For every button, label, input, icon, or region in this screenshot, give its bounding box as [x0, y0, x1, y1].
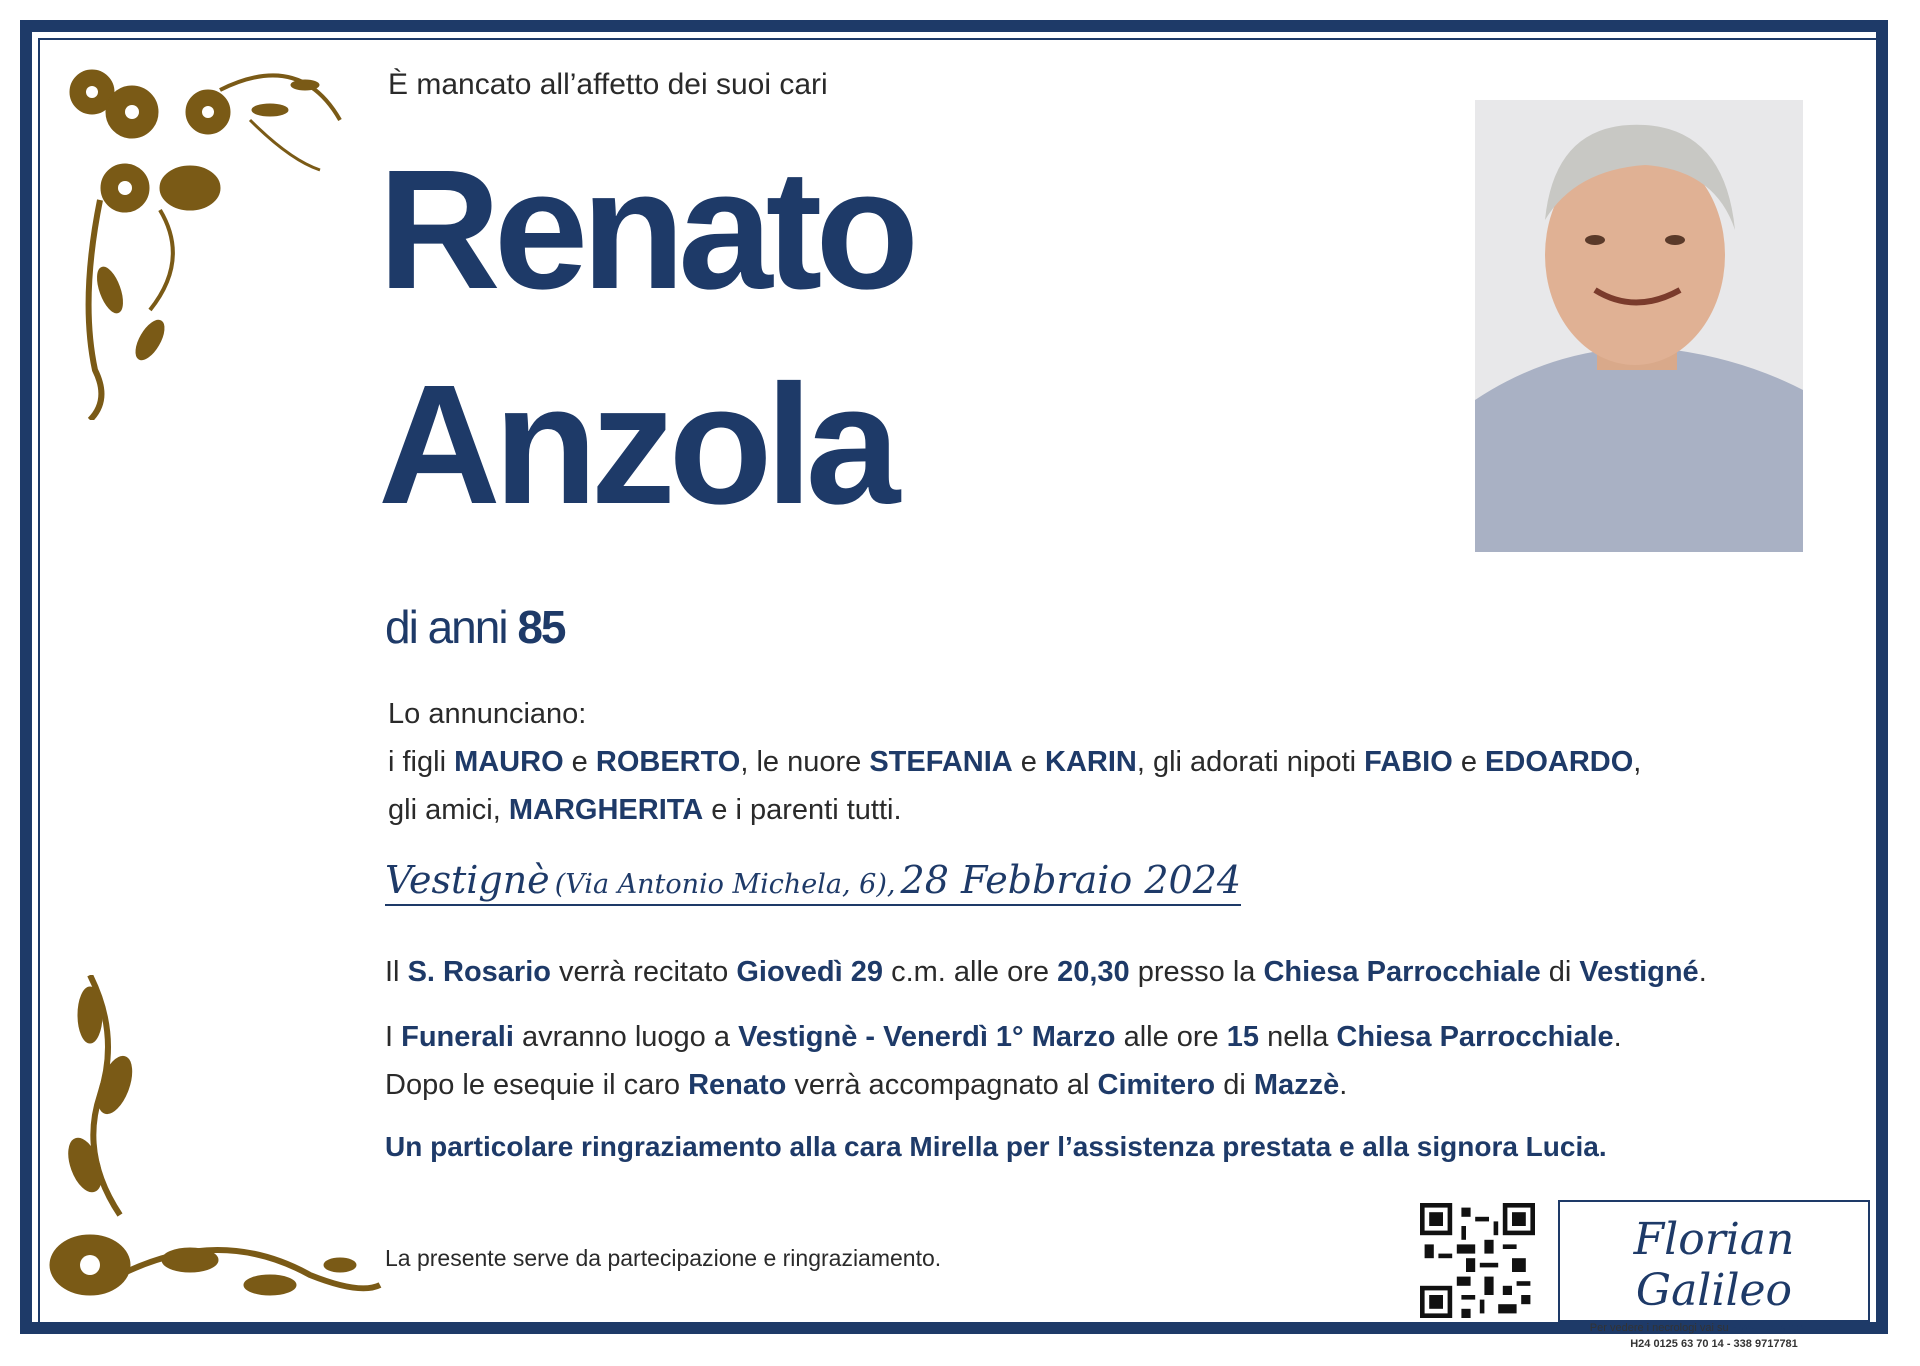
age-line — [385, 600, 565, 654]
text: Per vedere i necrologi vai su — [1589, 1322, 1732, 1334]
text: i figli — [388, 746, 455, 778]
logo-name: Florian Galileo — [1633, 1214, 1795, 1316]
text: avranno luogo a — [513, 1021, 739, 1053]
name-fabio: FABIO — [1364, 746, 1453, 778]
portrait-photo — [1475, 100, 1803, 552]
s-rosario: S. Rosario — [407, 956, 551, 988]
text: e i parenti tutti. — [703, 794, 902, 826]
name-edoardo: EDOARDO — [1485, 746, 1634, 778]
name-mauro: MAURO — [454, 746, 564, 778]
logo-phone-line: H24 0125 63 70 14 - 338 9717781 — [1630, 1338, 1798, 1350]
text: e — [1452, 746, 1486, 778]
text: nella — [1259, 1021, 1337, 1053]
text: gli amici, — [388, 794, 509, 826]
text: Il — [385, 956, 408, 988]
text: verrà accompagnato al — [786, 1069, 1098, 1101]
first-name: Renato — [378, 135, 913, 325]
text: . — [1698, 956, 1707, 988]
text: I — [385, 1021, 402, 1053]
name-karin: KARIN — [1045, 746, 1137, 778]
text: presso la — [1129, 956, 1264, 988]
portrait-illustration — [1475, 100, 1803, 552]
announce-line-2 — [388, 786, 1641, 834]
text: alle ore — [1115, 1021, 1227, 1053]
announce-line-1 — [388, 738, 1641, 786]
text: c.m. alle ore — [883, 956, 1058, 988]
text: di — [1215, 1069, 1254, 1101]
text: . — [1613, 1021, 1622, 1053]
qr-code[interactable] — [1420, 1203, 1535, 1318]
address: (Via Antonio Michela, 6), — [554, 869, 896, 900]
funeral-date: Vestignè - Venerdì 1° Marzo — [738, 1021, 1116, 1053]
text: di — [1540, 956, 1580, 988]
rosario-day: Giovedì 29 — [736, 956, 884, 988]
rosario-time: 20,30 — [1057, 956, 1130, 988]
text: Dopo le esequie il caro — [385, 1069, 689, 1101]
age-value: 85 — [517, 601, 565, 653]
thanks-text: Un particolare ringraziamento alla cara Mirella per l’assistenza prestata e alla signora Lucia. — [385, 1131, 1607, 1162]
name-roberto: ROBERTO — [595, 746, 741, 778]
text: , — [1633, 746, 1642, 778]
floral-ornament-top-left — [40, 40, 380, 420]
funerali: Funerali — [401, 1021, 514, 1053]
text: , gli adorati nipoti — [1136, 746, 1365, 778]
text: . — [1339, 1069, 1348, 1101]
funeral-home-logo[interactable] — [1558, 1200, 1870, 1350]
name-renato: Renato — [688, 1069, 787, 1101]
floral-ornament-bottom-left — [40, 975, 390, 1325]
date: 28 Febbraio 2024 — [900, 858, 1242, 902]
cimitero: Cimitero — [1097, 1069, 1216, 1101]
church: Chiesa Parrocchiale — [1336, 1021, 1614, 1053]
text: e — [1012, 746, 1045, 778]
announcement — [388, 690, 1641, 834]
funeral-text — [385, 1013, 1622, 1109]
text: , le nuore — [740, 746, 870, 778]
text: verrà recitato — [551, 956, 737, 988]
place-date — [385, 858, 1241, 906]
footer-note: La presente serve da partecipazione e ringraziamento. — [385, 1245, 942, 1271]
name-margherita: MARGHERITA — [508, 794, 704, 826]
rosario-text — [385, 948, 1707, 996]
website-link[interactable]: www.floriangalileo.it — [1731, 1322, 1839, 1334]
burial-line — [385, 1061, 1622, 1109]
age-prefix: di anni — [385, 601, 507, 653]
name-stefania: STEFANIA — [869, 746, 1013, 778]
funeral-line — [385, 1013, 1622, 1061]
funeral-time: 15 — [1226, 1021, 1260, 1053]
church: Chiesa Parrocchiale — [1263, 956, 1541, 988]
mazze: Mazzè — [1253, 1069, 1340, 1101]
announce-heading: Lo annunciano: — [388, 698, 587, 730]
town: Vestignè — [385, 858, 550, 902]
last-name: Anzola — [378, 350, 894, 540]
text: e — [563, 746, 596, 778]
town: Vestigné — [1579, 956, 1699, 988]
logo-website-line — [1560, 1322, 1868, 1334]
intro-text: È mancato all’affetto dei suoi cari — [388, 68, 828, 101]
